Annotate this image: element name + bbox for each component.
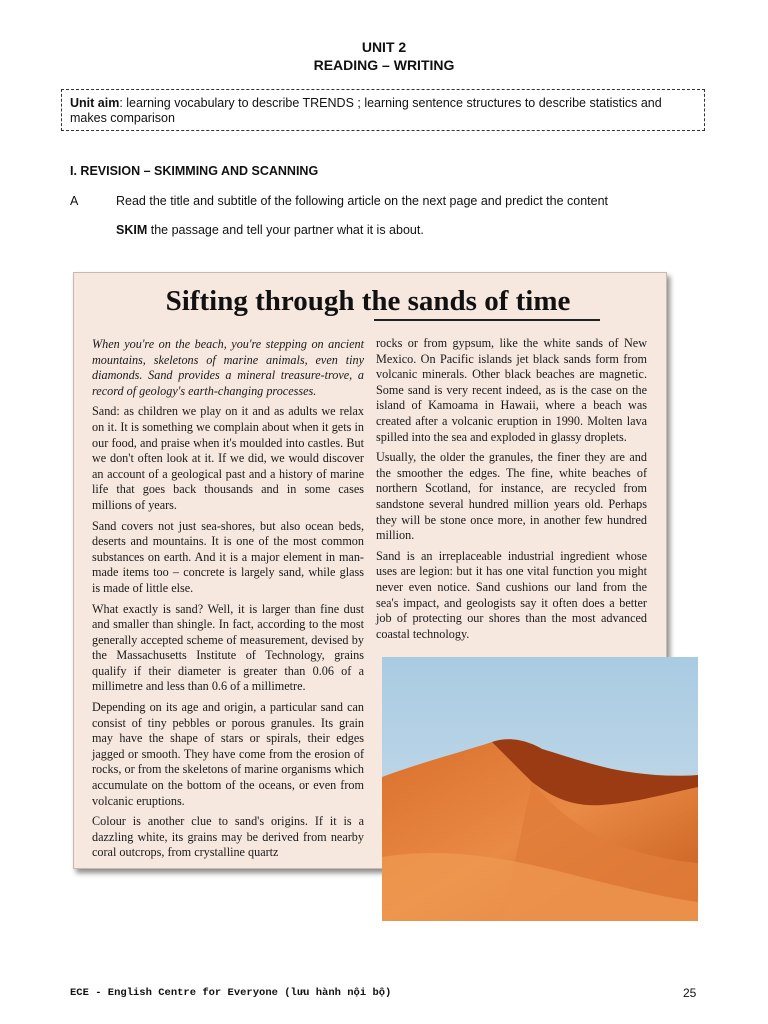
- article-paragraph: Colour is another clue to sand's origins. If it is a dazzling white, its grains may be derived from nearby coral outcrops, from crystalline quartz: [92, 814, 364, 860]
- article-column-1: [92, 337, 364, 866]
- page-number: 25: [683, 986, 697, 1000]
- desert-dune-photo: [382, 657, 698, 921]
- unit-subtitle: READING – WRITING: [313, 57, 455, 73]
- unit-heading: [0, 38, 768, 74]
- section-title: I. REVISION – SKIMMING AND SCANNING: [70, 164, 319, 178]
- skim-keyword: SKIM: [116, 223, 148, 237]
- article-column-2: [376, 336, 647, 647]
- instruction-b: [116, 223, 424, 237]
- title-rule: [374, 319, 600, 321]
- article-paragraph: Sand is an irreplaceable industrial ingredient whose uses are legion: but it has one vital function you might never even notice. Sand cushions our land from the sea's impact, and geologists say it often does a better job of protecting our shores than the most advanced coastal technology.: [376, 548, 647, 641]
- article-paragraph: Sand covers not just sea-shores, but also ocean beds, deserts and mountains. It is one of the most common substances on earth. And it is a major element in man-made items too – concrete is largely sand, while glass is made of little else.: [92, 518, 364, 595]
- article-paragraph: Depending on its age and origin, a particular sand can consist of tiny pebbles or porous granules. Its grain may have the shape of stars or spirals, their edges jagged or smooth. They have come from the erosion of rocks, or from the skeletons of marine organisms which accumulate on the bottom of the oceans, or even from volcanic eruptions.: [92, 700, 364, 808]
- instruction-b-text: the passage and tell your partner what it is about.: [147, 223, 424, 237]
- article-paragraph: What exactly is sand? Well, it is larger than fine dust and smaller than shingle. In fact, according to the most generally accepted scheme of measurement, devised by the Massachusetts Institute of Technology, grains qualify if their diameter is greater than 0.06 of a millimetre and less than 0.6 of a millimetre.: [92, 601, 364, 694]
- article-paragraph: Sand: as children we play on it and as adults we relax on it. It is something we complain about when it gets in our food, and praise when it's moulded into castles. But we don't often look at it. If we did, we would discover an account of a geological past and a history of marine life that goes back thousands and in some cases millions of years.: [92, 404, 364, 512]
- article-paragraph: Usually, the older the granules, the finer they are and the smoother the edges. The fine, white beaches of northern Scotland, for instance, are recycled from sandstone several hundred million years old. Perhaps they will be stone once more, in another few hundred million.: [376, 450, 647, 543]
- unit-number: UNIT 2: [361, 39, 407, 55]
- unit-aim-label: Unit aim: [70, 96, 120, 110]
- article-paragraph: rocks or from gypsum, like the white sands of New Mexico. On Pacific islands jet black sands form from volcanic minerals. Other black beaches are magnetic. Some sand is very recent indeed, as is the case on the island of Kamoama in Hawaii, where a beach was created after a volcanic eruption in 1990. Molten lava spilled into the sea and exploded in glassy droplets.: [376, 336, 647, 444]
- instruction-a-letter: A: [70, 194, 79, 208]
- unit-aim-box: [61, 89, 705, 131]
- instruction-a-text: Read the title and subtitle of the following article on the next page and predict the content: [116, 194, 608, 208]
- article-lead: When you're on the beach, you're stepping on ancient mountains, skeletons of marine animals, even tiny diamonds. Sand provides a mineral treasure-trove, a record of geology's earth-changing processes.: [92, 337, 364, 398]
- unit-aim-text: : learning vocabulary to describe TRENDS ; learning sentence structures to describe statistics and makes comparison: [70, 96, 662, 125]
- article-title: Sifting through the sands of time: [165, 285, 571, 317]
- footer-publisher: ECE - English Centre for Everyone (lưu hành nội bộ): [70, 987, 392, 999]
